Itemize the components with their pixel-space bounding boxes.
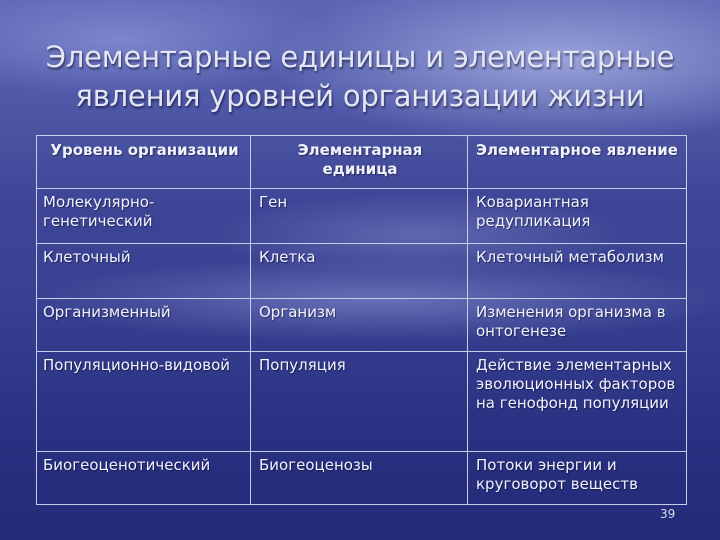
- cell-unit: Ген: [251, 189, 468, 244]
- cell-level: Клеточный: [37, 244, 251, 299]
- cell-level: Молекулярно-генетический: [37, 189, 251, 244]
- table-row: [37, 299, 687, 352]
- cell-phenomenon: Клеточный метаболизм: [468, 244, 687, 299]
- levels-table: [36, 135, 687, 505]
- cell-phenomenon: Ковариантная редупликация: [468, 189, 687, 244]
- cell-level: Организменный: [37, 299, 251, 352]
- cell-level: Биогеоценотический: [37, 452, 251, 505]
- cell-unit: Организм: [251, 299, 468, 352]
- table-row: [37, 452, 687, 505]
- slide-title-line-2: явления уровней организации жизни: [75, 79, 645, 113]
- header-level: Уровень организации: [37, 136, 251, 189]
- cell-level: Популяционно-видовой: [37, 352, 251, 452]
- cell-unit: Популяция: [251, 352, 468, 452]
- cell-unit: Биогеоценозы: [251, 452, 468, 505]
- table-row: [37, 189, 687, 244]
- slide-title-line-1: Элементарные единицы и элементарные: [45, 40, 675, 74]
- slide-title: [20, 38, 700, 116]
- header-phenomenon: Элементарное явление: [468, 136, 687, 189]
- table-row: [37, 244, 687, 299]
- cell-unit: Клетка: [251, 244, 468, 299]
- page-number: 39: [660, 507, 676, 521]
- cell-phenomenon: Потоки энергии и круговорот веществ: [468, 452, 687, 505]
- table-header-row: [37, 136, 687, 189]
- header-unit: Элементарная единица: [251, 136, 468, 189]
- cell-phenomenon: Действие элементарных эволюционных факторов на генофонд популяции: [468, 352, 687, 452]
- cell-phenomenon: Изменения организма в онтогенезе: [468, 299, 687, 352]
- table-row: [37, 352, 687, 452]
